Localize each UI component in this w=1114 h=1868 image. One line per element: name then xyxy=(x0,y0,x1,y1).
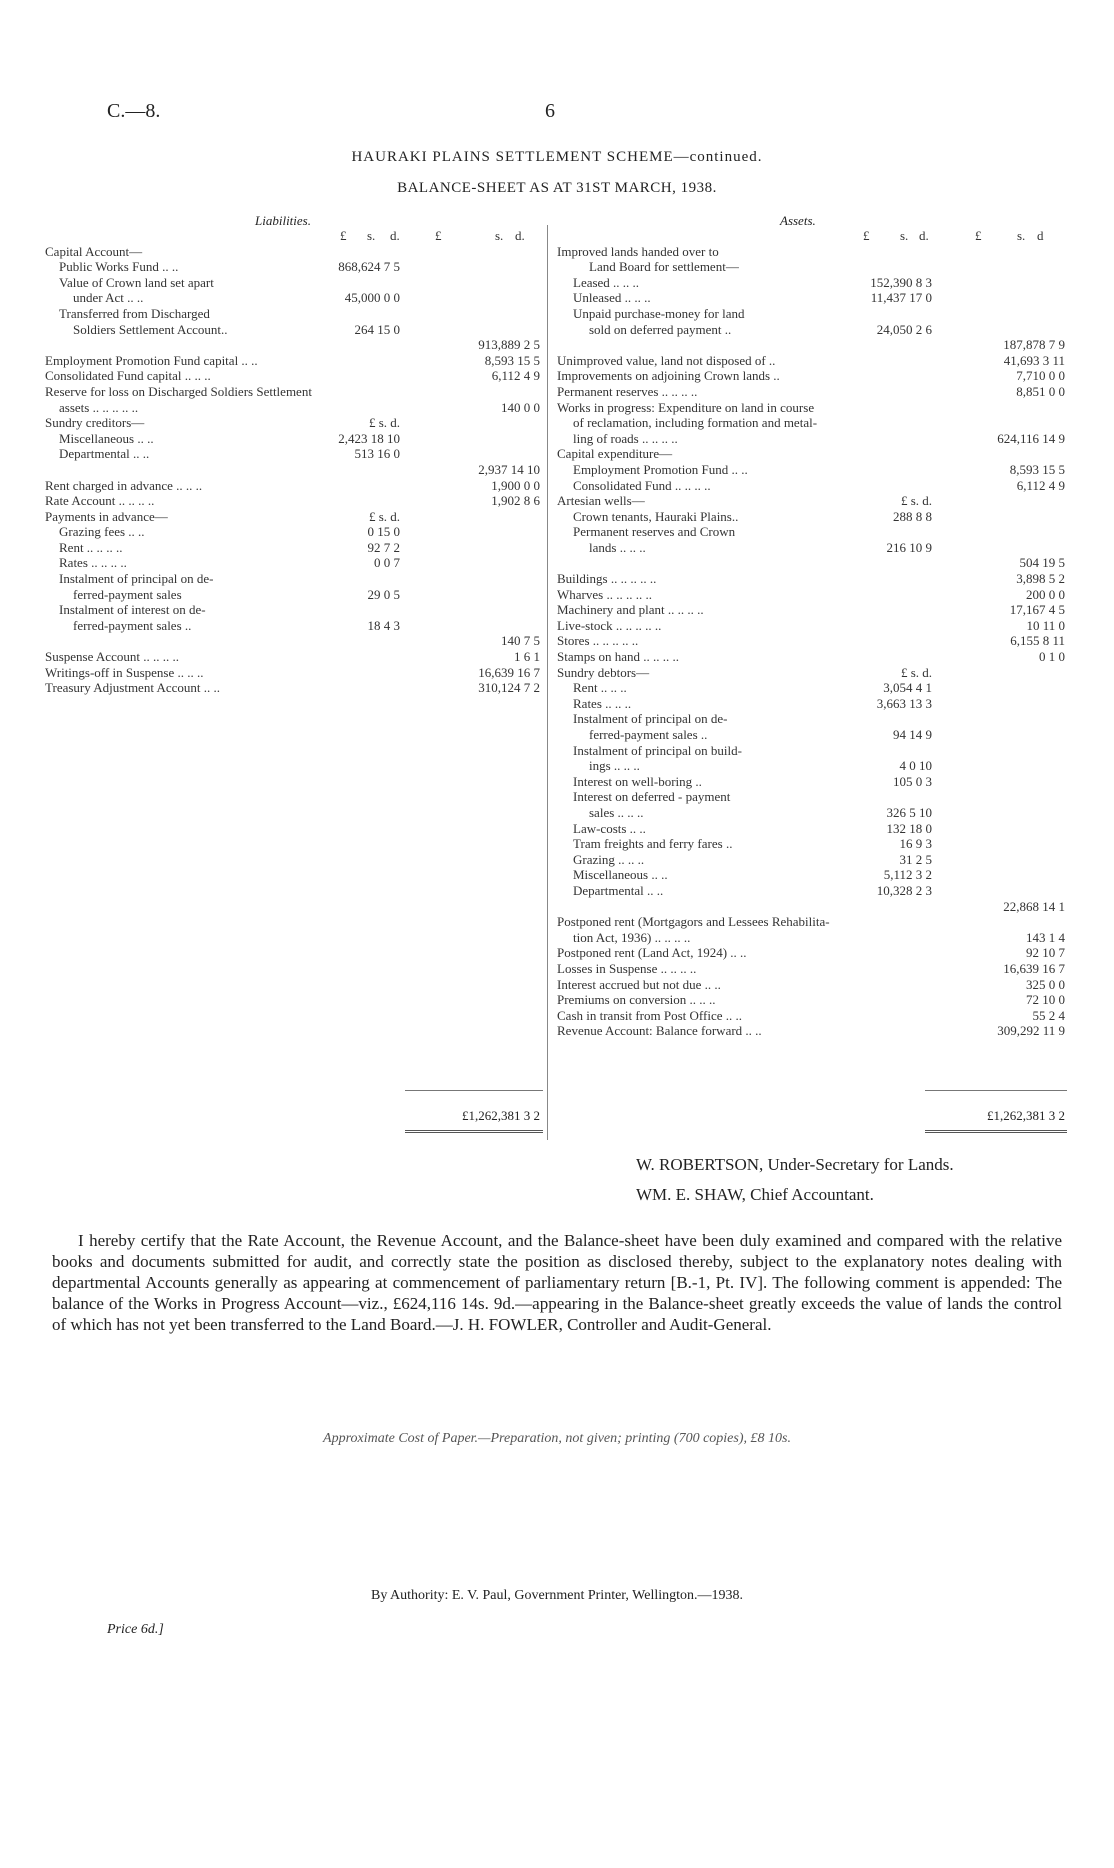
assets-row xyxy=(557,805,1067,821)
liabilities-row xyxy=(45,306,545,322)
assets-row-outer-amount: 325 0 0 xyxy=(1026,976,1065,992)
assets-row xyxy=(557,384,1067,400)
liabilities-row-label: Consolidated Fund capital .. .. .. xyxy=(45,368,211,384)
liabilities-row-inner-amount: 29 0 5 xyxy=(367,586,400,602)
assets-row-label: Permanent reserves and Crown xyxy=(573,524,736,540)
assets-row-inner-amount: £ s. d. xyxy=(900,664,932,680)
assets-row-label: Buildings .. .. .. .. .. xyxy=(557,571,657,587)
assets-row-outer-amount: 504 19 5 xyxy=(1019,555,1065,571)
assets-row-label: Postponed rent (Mortgagors and Lessees Rehabilita- xyxy=(557,914,830,930)
assets-row-label: Law-costs .. .. xyxy=(573,820,646,836)
assets-row xyxy=(557,275,1067,291)
assets-row-outer-amount: 200 0 0 xyxy=(1026,586,1065,602)
assets-row-outer-amount: 8,851 0 0 xyxy=(1016,383,1065,399)
liabilities-row xyxy=(45,353,545,369)
liabilities-row xyxy=(45,618,545,634)
page-subtitle: BALANCE-SHEET AS AT 31ST MARCH, 1938. xyxy=(397,180,717,196)
assets-row-outer-amount: 10 11 0 xyxy=(1026,617,1065,633)
assets-row xyxy=(557,493,1067,509)
assets-row-label: Premiums on conversion .. .. .. xyxy=(557,992,716,1008)
document-reference: C.—8. xyxy=(107,100,161,122)
assets-row-label: of reclamation, including formation and metal- xyxy=(573,415,818,431)
assets-table xyxy=(557,228,1067,1039)
page-title: HAURAKI PLAINS SETTLEMENT SCHEME—continued. xyxy=(351,149,763,165)
assets-row-label: Capital expenditure— xyxy=(557,446,673,462)
assets-row xyxy=(557,789,1067,805)
assets-row xyxy=(557,836,1067,852)
liabilities-heading: Liabilities. xyxy=(255,213,311,228)
assets-row-inner-amount: 105 0 3 xyxy=(893,773,932,789)
liabilities-row-outer-amount: 2,937 14 10 xyxy=(478,461,540,477)
assets-row xyxy=(557,914,1067,930)
column-divider xyxy=(547,225,548,1140)
assets-row-label: Stores .. .. .. .. .. xyxy=(557,633,639,649)
assets-total: £1,262,381 3 2 xyxy=(987,1108,1065,1123)
liabilities-row-label: Soldiers Settlement Account.. xyxy=(73,321,228,337)
liabilities-row xyxy=(45,540,545,556)
liabilities-row xyxy=(45,400,545,416)
assets-row-outer-amount: 7,710 0 0 xyxy=(1016,368,1065,384)
liabilities-row xyxy=(45,259,545,275)
assets-row-outer-amount: 92 10 7 xyxy=(1026,945,1065,961)
liabilities-row-label: assets .. .. .. .. .. xyxy=(59,399,139,415)
liabilities-row xyxy=(45,290,545,306)
assets-row xyxy=(557,649,1067,665)
liabilities-row xyxy=(45,633,545,649)
assets-row-label: Revenue Account: Balance forward .. .. xyxy=(557,1023,762,1039)
assets-column-heads xyxy=(557,228,1067,244)
assets-row-inner-amount: 94 14 9 xyxy=(893,727,932,742)
liabilities-row-outer-amount: 16,639 16 7 xyxy=(478,664,540,680)
liabilities-row xyxy=(45,478,545,494)
assets-row xyxy=(557,446,1067,462)
assets-row-inner-amount: 3,663 13 3 xyxy=(876,695,932,711)
assets-row-label: Works in progress: Expenditure on land in course xyxy=(557,399,815,415)
assets-row xyxy=(557,306,1067,322)
printer-authority: By Authority: E. V. Paul, Government Printer, Wellington.—1938. xyxy=(370,1588,744,1603)
assets-row xyxy=(557,259,1067,275)
liab-head-shillings-outer: s. xyxy=(495,228,504,243)
asset-total-rule-top xyxy=(925,1090,1067,1091)
assets-row-label: Machinery and plant .. .. .. .. xyxy=(557,602,704,618)
assets-row-outer-amount: 6,155 8 11 xyxy=(1010,633,1065,649)
assets-row-outer-amount: 624,116 14 9 xyxy=(997,430,1065,446)
assets-row xyxy=(557,244,1067,260)
liabilities-row-outer-amount: 1,902 8 6 xyxy=(491,493,540,509)
liabilities-row xyxy=(45,275,545,291)
assets-row-inner-amount: 216 10 9 xyxy=(886,539,932,555)
assets-row-label: Interest on well-boring .. xyxy=(573,773,702,789)
assets-row xyxy=(557,337,1067,353)
assets-row-label: Postponed rent (Land Act, 1924) .. .. xyxy=(557,945,747,961)
assets-row xyxy=(557,899,1067,915)
assets-row-inner-amount: 288 8 8 xyxy=(893,508,932,524)
liabilities-row-label: Departmental .. .. xyxy=(59,446,150,462)
liabilities-row-outer-amount: 913,889 2 5 xyxy=(478,337,540,353)
assets-row xyxy=(557,368,1067,384)
assets-row xyxy=(557,462,1067,478)
assets-row xyxy=(557,633,1067,649)
assets-row-inner-amount: 16 9 3 xyxy=(899,836,932,852)
assets-row xyxy=(557,1023,1067,1039)
assets-row xyxy=(557,696,1067,712)
liabilities-row-inner-amount: £ s. d. xyxy=(368,508,400,524)
assets-row-inner-amount: £ s. d. xyxy=(900,493,932,509)
assets-row xyxy=(557,883,1067,899)
assets-row-label: Crown tenants, Hauraki Plains.. xyxy=(573,508,739,524)
assets-row-label: ings .. .. .. xyxy=(589,758,640,774)
liabilities-row-label: Rates .. .. .. .. xyxy=(59,555,127,571)
assets-row-outer-amount: 0 1 0 xyxy=(1039,649,1065,665)
assets-row-label: Unimproved value, land not disposed of .. xyxy=(557,352,776,368)
assets-row-inner-amount: 10,328 2 3 xyxy=(876,882,932,898)
assets-row xyxy=(557,1008,1067,1024)
liabilities-row-inner-amount: 2,423 18 10 xyxy=(338,430,400,446)
assets-row-inner-amount: 132 18 0 xyxy=(886,820,932,836)
assets-row-outer-amount: 16,639 16 7 xyxy=(1003,960,1065,976)
assets-row xyxy=(557,555,1067,571)
assets-row-label: Consolidated Fund .. .. .. .. xyxy=(573,477,711,493)
assets-row-label: Cash in transit from Post Office .. .. xyxy=(557,1007,742,1023)
liabilities-row xyxy=(45,524,545,540)
assets-row xyxy=(557,680,1067,696)
assets-heading: Assets. xyxy=(780,213,816,228)
assets-row-label: Instalment of principal on build- xyxy=(573,742,742,758)
liabilities-row xyxy=(45,322,545,338)
liabilities-row-outer-amount: 6,112 4 9 xyxy=(491,368,540,384)
asst-head-pounds-outer: £ xyxy=(975,228,982,243)
assets-row xyxy=(557,727,1067,743)
liabilities-row-inner-amount: 92 7 2 xyxy=(367,539,400,555)
assets-row xyxy=(557,930,1067,946)
assets-row-label: Departmental .. .. xyxy=(573,882,664,898)
liabilities-row-label: Reserve for loss on Discharged Soldiers Settlement xyxy=(45,383,312,399)
assets-row-outer-amount: 6,112 4 9 xyxy=(1016,477,1065,493)
liabilities-row xyxy=(45,665,545,681)
liabilities-row xyxy=(45,493,545,509)
assets-row xyxy=(557,400,1067,416)
assets-row-label: sold on deferred payment .. xyxy=(589,321,732,337)
assets-row xyxy=(557,587,1067,603)
liab-head-pounds: £ xyxy=(340,228,347,243)
page-number: 6 xyxy=(545,100,555,122)
assets-row-outer-amount: 3,898 5 2 xyxy=(1016,571,1065,587)
liabilities-table xyxy=(45,228,545,696)
assets-row-label: Interest accrued but not due .. .. xyxy=(557,976,721,992)
liabilities-row xyxy=(45,446,545,462)
liabilities-row-outer-amount: 140 0 0 xyxy=(501,399,540,415)
assets-row xyxy=(557,852,1067,868)
liabilities-row-outer-amount: 140 7 5 xyxy=(501,633,540,649)
liabilities-row xyxy=(45,368,545,384)
assets-row-label: Miscellaneous .. .. xyxy=(573,867,668,883)
liabilities-row-label: Employment Promotion Fund capital .. .. xyxy=(45,352,258,368)
assets-row xyxy=(557,509,1067,525)
liabilities-row-label: Suspense Account .. .. .. .. xyxy=(45,649,179,665)
liabilities-row-inner-amount: 264 15 0 xyxy=(354,321,400,337)
liabilities-column-heads xyxy=(45,228,545,244)
assets-row-label: lands .. .. .. xyxy=(589,539,646,555)
liabilities-row-label: ferred-payment sales .. xyxy=(73,617,192,633)
assets-row-inner-amount: 24,050 2 6 xyxy=(876,321,932,337)
assets-row-label: Grazing .. .. .. xyxy=(573,851,645,867)
assets-row xyxy=(557,743,1067,759)
assets-row-label: Live-stock .. .. .. .. .. xyxy=(557,617,662,633)
liabilities-row-label: Instalment of interest on de- xyxy=(59,602,206,618)
assets-row xyxy=(557,945,1067,961)
assets-row xyxy=(557,353,1067,369)
liabilities-row xyxy=(45,337,545,353)
liab-total-rule-top xyxy=(405,1090,543,1091)
liabilities-row xyxy=(45,555,545,571)
assets-row xyxy=(557,758,1067,774)
assets-row xyxy=(557,431,1067,447)
assets-row-inner-amount: 152,390 8 3 xyxy=(870,274,932,290)
liabilities-row-outer-amount: 1,900 0 0 xyxy=(491,477,540,493)
assets-row xyxy=(557,415,1067,431)
liabilities-row-label: Transferred from Discharged xyxy=(59,305,210,321)
assets-row xyxy=(557,665,1067,681)
assets-row-outer-amount: 72 10 0 xyxy=(1026,992,1065,1008)
liabilities-total: £1,262,381 3 2 xyxy=(462,1108,540,1123)
assets-row-outer-amount: 187,878 7 9 xyxy=(1003,337,1065,353)
audit-certificate: I hereby certify that the Rate Account, the Revenue Account, and the Balance-sheet have been duly examined and compared with the relative books and documents submitted for audit, and correctly state the position as disclosed thereby, subject to the explanatory notes dealing with departmental Accounts generally as appearing at commencement of parliamentary return [B.-1, Pt. IV]. The following comment is appended: The balance of the Works in Progress Account—viz., £624,116 14s. 9d.—appearing in the Balance-sheet greatly exceeds the value of lands the control of which has not yet been transferred to the Land Board.—J. H. FOWLER, Controller and Audit-General. xyxy=(52,1231,1062,1334)
assets-row-label: Employment Promotion Fund .. .. xyxy=(573,461,748,477)
liabilities-row-outer-amount: 8,593 15 5 xyxy=(484,352,540,368)
assets-row xyxy=(557,711,1067,727)
liabilities-row xyxy=(45,244,545,260)
assets-row-label: Unleased .. .. .. xyxy=(573,290,651,306)
assets-row xyxy=(557,977,1067,993)
liabilities-row-label: Instalment of principal on de- xyxy=(59,571,214,587)
liabilities-row-label: under Act .. .. xyxy=(73,290,144,306)
liabilities-row-label: Capital Account— xyxy=(45,243,143,259)
assets-row xyxy=(557,524,1067,540)
assets-row-label: Interest on deferred - payment xyxy=(573,789,731,805)
liabilities-row xyxy=(45,602,545,618)
liabilities-row xyxy=(45,509,545,525)
liabilities-row-inner-amount: 0 0 7 xyxy=(374,555,400,571)
assets-row-label: Unpaid purchase-money for land xyxy=(573,305,745,321)
assets-row xyxy=(557,540,1067,556)
assets-row-label: Permanent reserves .. .. .. .. xyxy=(557,383,698,399)
liabilities-row xyxy=(45,462,545,478)
cost-note: Approximate Cost of Paper.—Preparation, not given; printing (700 copies), £8 10s. xyxy=(323,1431,791,1446)
liab-total-rule-bottom xyxy=(405,1130,543,1133)
assets-row-label: Improvements on adjoining Crown lands .. xyxy=(557,368,780,384)
assets-row-inner-amount: 3,054 4 1 xyxy=(883,680,932,696)
liabilities-row-outer-amount: 310,124 7 2 xyxy=(478,680,540,696)
liabilities-row-inner-amount: 0 15 0 xyxy=(367,524,400,540)
liabilities-row xyxy=(45,680,545,696)
liab-head-shillings: s. xyxy=(367,228,376,243)
assets-row-label: Instalment of principal on de- xyxy=(573,711,728,727)
liabilities-row xyxy=(45,649,545,665)
liabilities-row xyxy=(45,571,545,587)
assets-row-outer-amount: 309,292 11 9 xyxy=(997,1023,1065,1039)
assets-row-label: ferred-payment sales .. xyxy=(589,727,708,742)
assets-row xyxy=(557,867,1067,883)
asset-total-rule-bottom xyxy=(925,1130,1067,1133)
liabilities-row-inner-amount: £ s. d. xyxy=(368,415,400,431)
assets-row xyxy=(557,602,1067,618)
assets-row-label: Sundry debtors— xyxy=(557,664,650,680)
liabilities-row xyxy=(45,587,545,603)
assets-row-inner-amount: 4 0 10 xyxy=(899,758,932,774)
assets-row-inner-amount: 11,437 17 0 xyxy=(870,290,932,306)
liab-head-pence: d. xyxy=(390,228,400,243)
liabilities-row-label: Sundry creditors— xyxy=(45,415,145,431)
assets-row-label: Tram freights and ferry fares .. xyxy=(573,836,733,852)
liabilities-row xyxy=(45,415,545,431)
assets-row-label: Leased .. .. .. xyxy=(573,274,640,290)
signature-under-secretary: W. ROBERTSON, Under-Secretary for Lands. xyxy=(636,1155,954,1174)
assets-row-label: Losses in Suspense .. .. .. .. xyxy=(557,960,697,976)
assets-row-outer-amount: 8,593 15 5 xyxy=(1009,461,1065,477)
assets-row xyxy=(557,961,1067,977)
liab-head-pence-outer: d. xyxy=(515,228,525,243)
assets-row-label: tion Act, 1936) .. .. .. .. xyxy=(573,929,691,945)
assets-row-outer-amount: 143 1 4 xyxy=(1026,929,1065,945)
assets-row-label: Rates .. .. .. xyxy=(573,695,632,711)
assets-row-label: Artesian wells— xyxy=(557,493,645,509)
assets-row-label: Land Board for settlement— xyxy=(589,259,739,275)
assets-row xyxy=(557,290,1067,306)
liabilities-row-inner-amount: 18 4 3 xyxy=(367,617,400,633)
assets-row-label: sales .. .. .. xyxy=(589,804,644,820)
liabilities-row xyxy=(45,431,545,447)
asst-head-pence-outer: d xyxy=(1037,228,1044,243)
asst-head-shillings: s. xyxy=(900,228,909,243)
assets-row-label: ling of roads .. .. .. .. xyxy=(573,430,678,446)
asst-head-pence: d. xyxy=(919,228,929,243)
assets-row-label: Improved lands handed over to xyxy=(557,243,719,259)
liabilities-row-label: Rent charged in advance .. .. .. xyxy=(45,477,203,493)
liabilities-row-label: Miscellaneous .. .. xyxy=(59,430,154,446)
liabilities-row-outer-amount: 1 6 1 xyxy=(514,649,540,665)
assets-row-outer-amount: 55 2 4 xyxy=(1032,1007,1065,1023)
liabilities-row-inner-amount: 45,000 0 0 xyxy=(344,290,400,306)
assets-row-outer-amount: 22,868 14 1 xyxy=(1003,898,1065,914)
price-note: Price 6d.] xyxy=(107,1622,164,1637)
liabilities-row-label: Rent .. .. .. .. xyxy=(59,539,123,555)
assets-row-inner-amount: 326 5 10 xyxy=(886,804,932,820)
liabilities-row-label: Value of Crown land set apart xyxy=(59,274,214,290)
liabilities-row-label: ferred-payment sales xyxy=(73,586,182,602)
liabilities-row-label: Rate Account .. .. .. .. xyxy=(45,493,155,509)
signature-chief-accountant: WM. E. SHAW, Chief Accountant. xyxy=(636,1185,874,1204)
liabilities-row-label: Writings-off in Suspense .. .. .. xyxy=(45,664,204,680)
liabilities-row-inner-amount: 513 16 0 xyxy=(354,446,400,462)
assets-row-outer-amount: 41,693 3 11 xyxy=(1003,352,1065,368)
assets-row-label: Rent .. .. .. xyxy=(573,680,627,696)
assets-row-outer-amount: 17,167 4 5 xyxy=(1009,602,1065,618)
assets-row-inner-amount: 31 2 5 xyxy=(899,851,932,867)
liabilities-row-label: Payments in advance— xyxy=(45,508,168,524)
assets-row-label: Wharves .. .. .. .. .. xyxy=(557,586,652,602)
asst-head-pounds: £ xyxy=(863,228,870,243)
assets-row-inner-amount: 5,112 3 2 xyxy=(883,867,932,883)
liabilities-row-label: Grazing fees .. .. xyxy=(59,524,145,540)
liabilities-row-inner-amount: 868,624 7 5 xyxy=(338,259,400,275)
assets-row xyxy=(557,821,1067,837)
assets-row xyxy=(557,322,1067,338)
assets-row xyxy=(557,618,1067,634)
assets-row xyxy=(557,571,1067,587)
asst-head-shillings-outer: s. xyxy=(1017,228,1026,243)
liab-head-pounds-outer: £ xyxy=(435,228,442,243)
assets-row xyxy=(557,992,1067,1008)
liabilities-row-label: Treasury Adjustment Account .. .. xyxy=(45,680,221,696)
liabilities-row-label: Public Works Fund .. .. xyxy=(59,259,179,275)
assets-row xyxy=(557,478,1067,494)
assets-row xyxy=(557,774,1067,790)
liabilities-row xyxy=(45,384,545,400)
assets-row-label: Stamps on hand .. .. .. .. xyxy=(557,649,680,665)
